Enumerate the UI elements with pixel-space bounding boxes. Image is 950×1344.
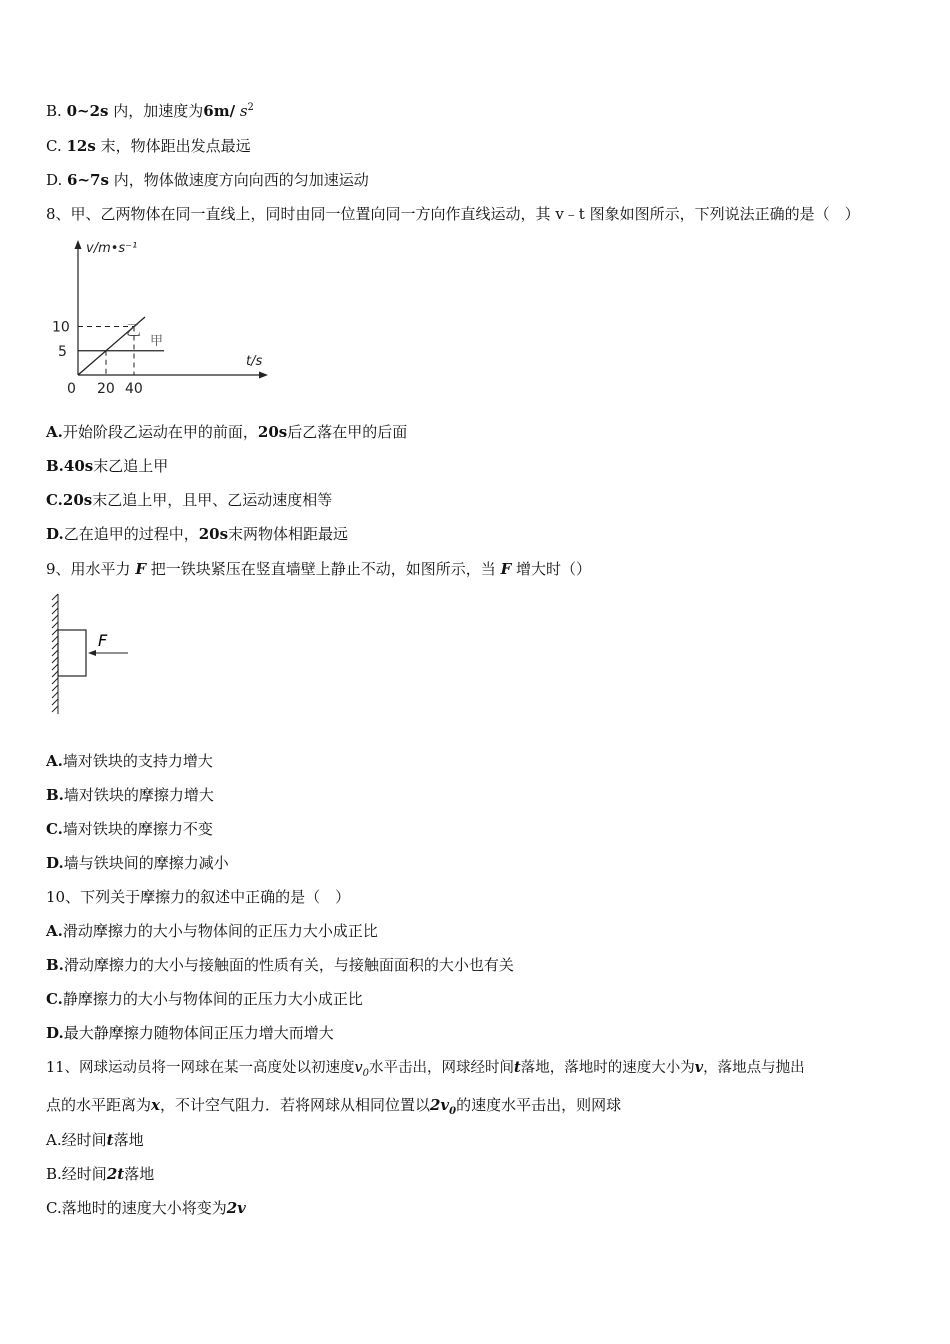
vt-chart-plot [52,240,268,397]
y-axis-label: v/m•s⁻¹ [86,241,138,256]
q10-stem: 10、下列关于摩擦力的叙述中正确的是（ ） [46,888,351,906]
q11-stem-line1: 11、网球运动员将一网球在某一高度处以初速度$v_0$水平击出，网球经时间t落地，落地时的速度大小为v，落地点与抛出 [46,1059,805,1079]
iron-block [58,630,86,676]
q9-option-c: C.墙对铁块的摩擦力不变 [46,820,213,838]
q8-option-d: D.乙在追甲的过程中，20s末两物体相距最远 [46,525,349,543]
q8-option-b: B.40s末乙追上甲 [46,457,169,475]
q9-option-d: D.墙与铁块间的摩擦力减小 [46,854,229,872]
q7-option-d: D. 6~7s 内，物体做速度方向向西的匀加速运动 [46,171,369,189]
series-label-yi: 乙 [126,321,142,340]
q11-option-c: C.落地时的速度大小将变为2v [46,1199,246,1217]
q9-option-a: A.墙对铁块的支持力增大 [46,752,213,770]
q8-vt-chart [48,232,288,402]
q10-option-d: D.最大静摩擦力随物体间正压力增大而增大 [46,1024,334,1042]
y-tick-10: 10 [52,319,70,336]
force-label: F [98,631,108,650]
q10-option-c: C.静摩擦力的大小与物体间的正压力大小成正比 [46,990,363,1008]
x-tick-40: 40 [125,381,143,397]
q8-option-a: A.开始阶段乙运动在甲的前面，20s后乙落在甲的后面 [46,423,408,441]
q10-option-a: A.滑动摩擦力的大小与物体间的正压力大小成正比 [46,922,378,940]
series-label-jia: 甲 [150,333,164,349]
q9-option-b: B.墙对铁块的摩擦力增大 [46,786,214,804]
q11-option-b: B.经时间2t落地 [46,1165,155,1183]
q8-stem: 8、甲、乙两物体在同一直线上，同时由同一位置向同一方向作直线运动，其 v﹣t 图象如图所示，下列说法正确的是（ ） [46,205,860,223]
y-axis-arrowhead [75,240,82,249]
q8-option-c: C.20s末乙追上甲，且甲、乙运动速度相等 [46,491,333,509]
force-arrowhead [88,650,96,656]
q7-option-c: C. 12s 末，物体距出发点最远 [46,137,251,155]
q11-option-a: A.经时间t落地 [46,1131,144,1149]
x-axis-label: t/s [246,354,263,369]
q9-stem: 9、用水平力 F 把一铁块紧压在竖直墙壁上静止不动，如图所示，当 F 增大时（） [46,560,592,578]
y-tick-5: 5 [58,343,67,360]
q7-option-b: B. 0~2s 内，加速度为6m/ $s^2$ [46,102,254,120]
x-tick-20: 20 [97,381,115,397]
q11-stem-line2: 点的水平距离为x，不计空气阻力．若将网球从相同位置以$2v_0$的速度水平击出，则网球 [46,1096,622,1117]
q10-option-b: B.滑动摩擦力的大小与接触面的性质有关，与接触面面积的大小也有关 [46,956,514,974]
x-tick-0: 0 [67,381,76,397]
q9-wall-block-figure [44,590,144,720]
wall-hatching [52,594,58,714]
x-axis-arrowhead [259,372,268,379]
